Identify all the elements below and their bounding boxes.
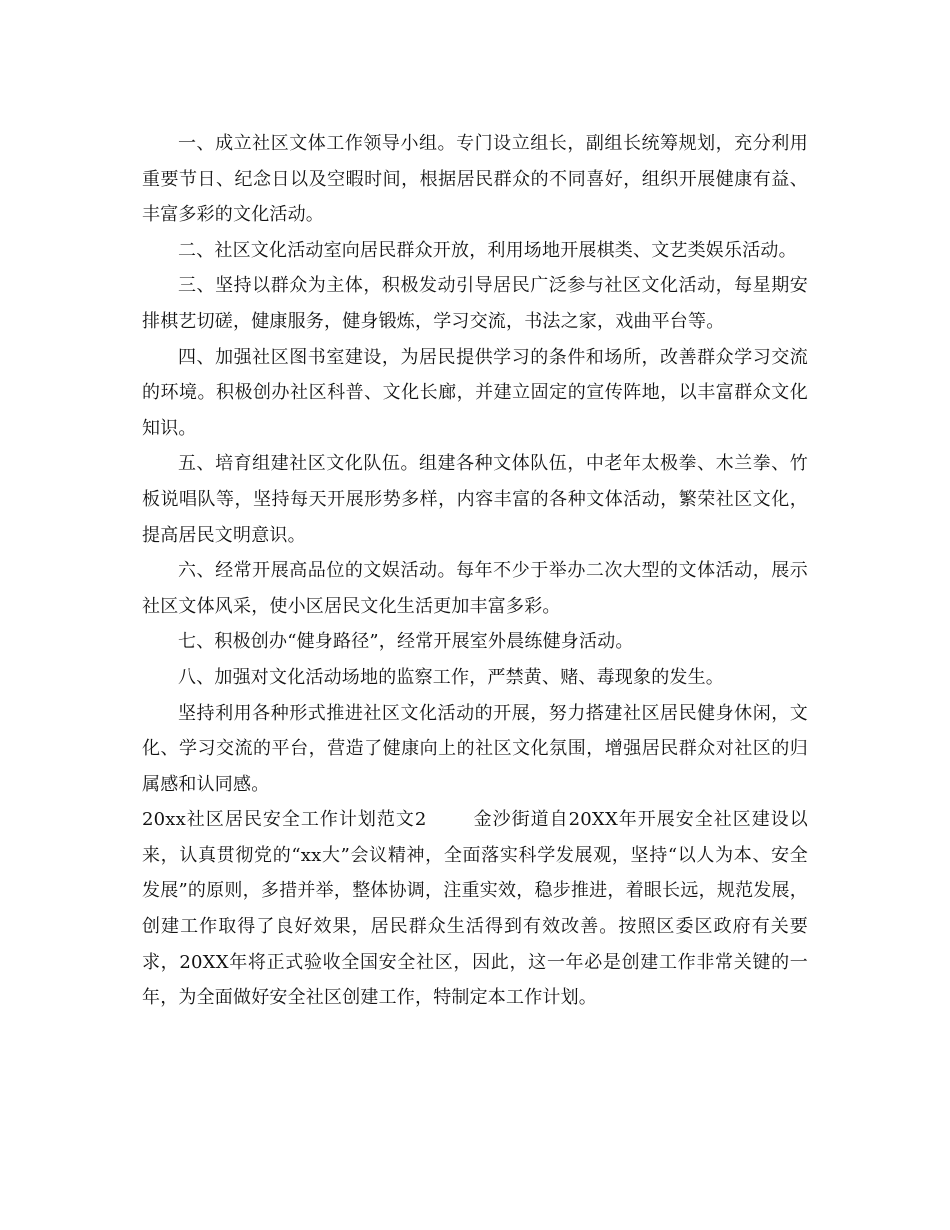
section-two-body: 金沙街道自20XX年开展安全社区建设以来，认真贯彻党的“xx大”会议精神，全面落实科学发展观，坚持“以人为本、安全发展”的原则，多措并举，整体协调，注重实效，稳步推进，着眼长远，规范发展，创建工作取得了良好效果，居民群众生活得到有效改善。按照区委区政府有关要求，20XX年将正式验收全国安全社区，因此，这一年必是创建工作非常关键的一年，为全面做好安全社区创建工作，特制定本工作计划。 <box>142 809 809 1009</box>
paragraph-item-1: 一、成立社区文体工作领导小组。专门设立组长，副组长统筹规划，充分利用重要节日、纪念日以及空暇时间，根据居民群众的不同喜好，组织开展健康有益、丰富多彩的文化活动。 <box>142 133 808 226</box>
paragraph-item-8: 八、加强对文化活动场地的监察工作，严禁黄、赌、毒现象的发生。 <box>178 666 724 688</box>
paragraph-item-4: 四、加强社区图书室建设，为居民提供学习的条件和场所，改善群众学习交流的环境。积极创办社区科普、文化长廊，并建立固定的宣传阵地，以丰富群众文化知识。 <box>142 346 808 439</box>
section-two-gap <box>427 809 474 830</box>
paragraph-item-2: 二、社区文化活动室向居民群众开放，利用场地开展棋类、文艺类娱乐活动。 <box>178 239 797 261</box>
document-body <box>142 126 808 1016</box>
paragraph-item-6: 六、经常开展高品位的文娱活动。每年不少于举办二次大型的文体活动，展示社区文体风采，使小区居民文化生活更加丰富多彩。 <box>142 560 808 617</box>
paragraph-item-7: 七、积极创办“健身路径”，经常开展室外晨练健身活动。 <box>178 631 634 653</box>
section-two-paragraph <box>142 802 808 1016</box>
paragraph-item-3: 三、坚持以群众为主体，积极发动引导居民广泛参与社区文化活动，每星期安排棋艺切磋，健康服务，健身锻炼，学习交流，书法之家，戏曲平台等。 <box>142 275 808 332</box>
paragraph-item-5: 五、培育组建社区文化队伍。组建各种文体队伍，中老年太极拳、木兰拳、竹板说唱队等，坚持每天开展形势多样，内容丰富的各种文体活动，繁荣社区文化，提高居民文明意识。 <box>142 453 808 546</box>
section-two-heading: 20xx社区居民安全工作计划范文2 <box>142 809 427 831</box>
closing-paragraph: 坚持利用各种形式推进社区文化活动的开展，努力搭建社区居民健身休闲，文化、学习交流的平台，营造了健康向上的社区文化氛围，增强居民群众对社区的归属感和认同感。 <box>142 702 808 795</box>
